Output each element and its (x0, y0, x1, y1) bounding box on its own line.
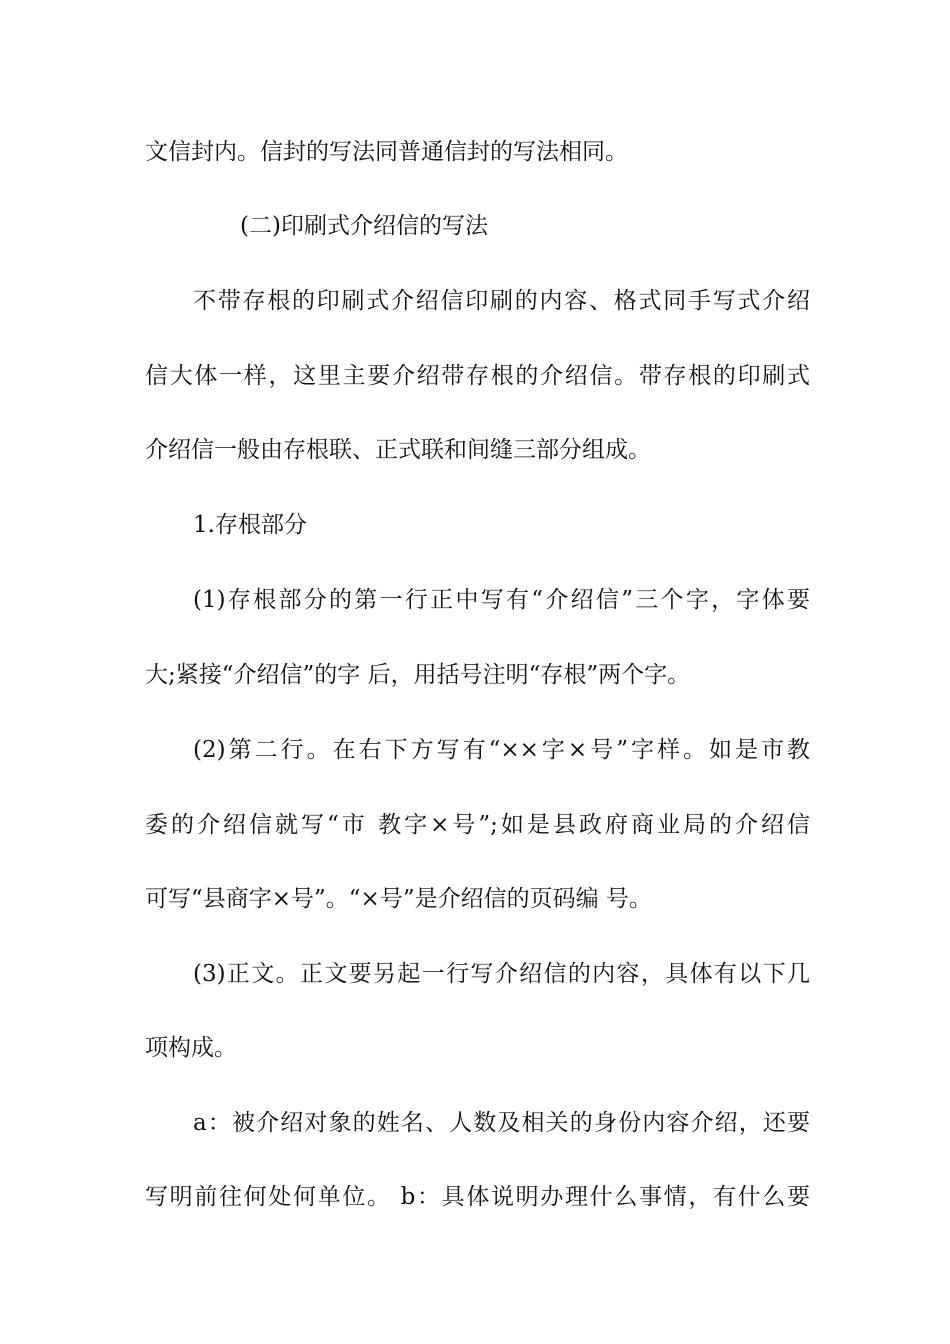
paragraph-line: (1)存根部分的第一行正中写有“介绍信”三个字，字体要 (193, 587, 810, 613)
paragraph-line: 写明前往何处何单位。 b：具体说明办理什么事情，有什么要 (145, 1184, 810, 1210)
paragraph-line: 不带存根的印刷式介绍信印刷的内容、格式同手写式介绍 (193, 288, 810, 314)
paragraph-line: (2)第二行。在右下方写有“××字×号”字样。如是市教 (193, 737, 810, 763)
paragraph-line: a：被介绍对象的姓名、人数及相关的身份内容介绍，还要 (193, 1110, 810, 1136)
paragraph-line: (3)正文。正文要另起一行写介绍信的内容，具体有以下几 (193, 961, 810, 987)
section-heading: (二)印刷式介绍信的写法 (240, 213, 488, 239)
paragraph-line: 项构成。 (145, 1035, 237, 1061)
paragraph-line: 可写“县商字×号”。“×号”是介绍信的页码编 号。 (145, 886, 652, 912)
paragraph-line: 介绍信一般由存根联、正式联和间缝三部分组成。 (145, 437, 651, 463)
subsection-heading: 1.存根部分 (193, 512, 307, 538)
paragraph-line: 信大体一样，这里主要介绍带存根的介绍信。带存根的印刷式 (145, 363, 810, 389)
paragraph-line: 大;紧接“介绍信”的字 后，用括号注明“存根”两个字。 (145, 662, 691, 688)
paragraph-line: 委的介绍信就写“市 教字×号”;如是县政府商业局的介绍信 (145, 812, 810, 838)
paragraph-line: 文信封内。信封的写法同普通信封的写法相同。 (145, 139, 628, 165)
